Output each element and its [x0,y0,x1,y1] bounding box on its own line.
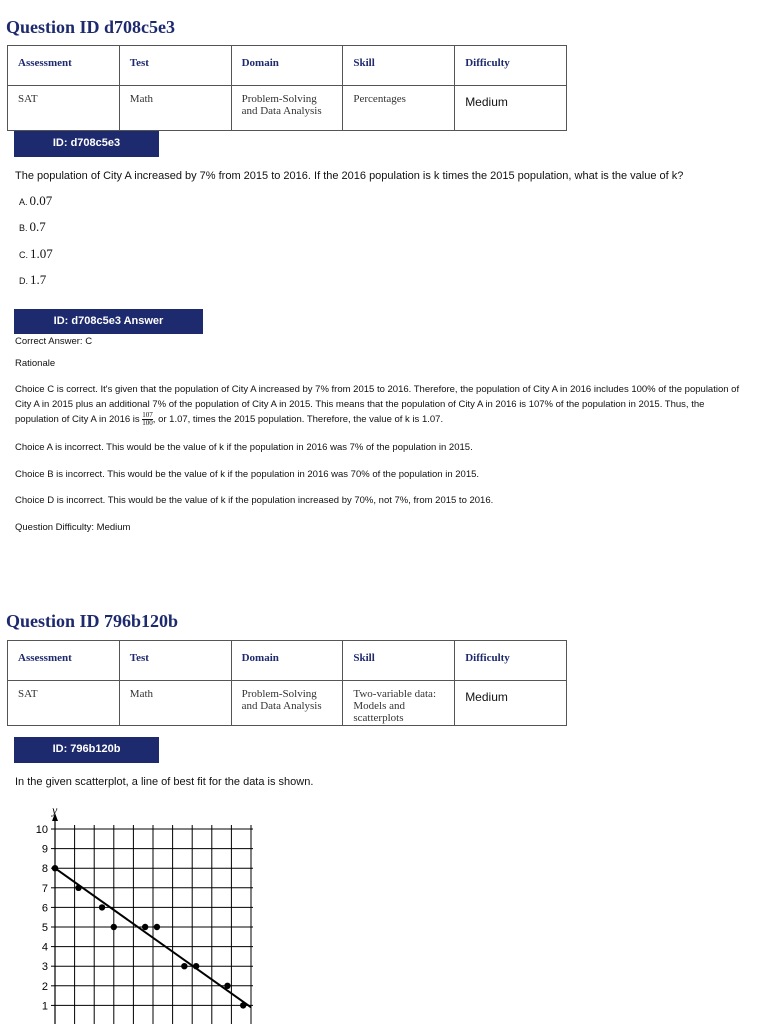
value-skill: Two-variable data: Models and scatterplots [343,681,455,726]
data-point [52,865,58,871]
header-difficulty: Difficulty [455,46,567,86]
header-difficulty: Difficulty [455,641,567,681]
header-assessment: Assessment [8,46,120,86]
rationale-text: Choice C is correct. It's given that the population of City A increased by 7% from 2015 to 2016. Therefore, the population of City A in 2016 includes 100% of the population of City A in 2015 plus an additional 7% of the population of City A in 2015. This means that the population of City A in 2016 is 107% of the population in 2015. Thus, the population of City A in 2016 is [15,384,740,426]
question-title: Question ID d708c5e3 [6,17,176,37]
value-difficulty: Medium [455,86,567,131]
scatterplot [20,800,280,1024]
question-difficulty: Question Difficulty: Medium [15,522,131,533]
data-point [224,983,230,989]
data-point [99,904,105,910]
y-tick-label: 8 [41,863,48,876]
fraction-numerator: 107 [142,411,153,419]
question-prompt: The population of City A increased by 7% from 2015 to 2016. If the 2016 population is k times the 2015 population, what is the value of k? [15,170,684,182]
header-test: Test [119,641,231,681]
y-tick-label: 1 [41,1000,48,1013]
y-tick-label: 10 [35,824,48,836]
value-assessment: SAT [8,681,120,726]
choice-letter: A. [19,197,28,207]
data-point [181,963,187,969]
choice-b [19,219,46,235]
rationale-choice-a: Choice A is incorrect. This would be the value of k if the population in 2016 was 7% of the population in 2015. [15,442,473,453]
rationale-label: Rationale [15,358,56,369]
answer-id-badge: ID: d708c5e3 Answer [14,309,203,334]
value-skill: Percentages [343,86,455,131]
choice-c [19,246,53,262]
y-tick-label: 7 [41,882,48,895]
choice-value: 0.07 [29,193,53,208]
y-tick-label: 3 [41,961,48,974]
value-test: Math [119,86,231,131]
choice-a [19,193,52,209]
question-meta-table [7,45,567,131]
header-skill: Skill [343,46,455,86]
y-tick-label: 6 [41,902,48,915]
choice-value: 1.07 [30,246,53,261]
data-point [193,963,199,969]
choice-d [19,272,46,288]
grid [55,825,253,1024]
rationale-choice-c [15,382,750,427]
value-domain: Problem-Solving and Data Analysis [231,681,343,726]
choice-letter: D. [19,276,28,286]
choice-letter: B. [19,223,28,233]
y-tick-label: 9 [41,843,48,856]
y-tick-labels [36,824,55,1012]
y-tick-label: 2 [41,980,48,993]
choice-letter: C. [19,250,28,260]
rationale-text-end: , or 1.07, times the 2015 population. Therefore, the value of k is 1.07. [152,414,444,426]
y-axis-label: y [52,803,58,817]
y-tick-label: 5 [41,922,48,934]
y-tick-label: 4 [41,941,48,954]
question-prompt: In the given scatterplot, a line of best fit for the data is shown. [15,776,314,788]
fraction-denominator: 100 [142,419,153,427]
data-points [52,865,247,1009]
data-point [154,924,160,930]
data-point [240,1002,246,1008]
correct-answer: Correct Answer: C [15,336,93,347]
question-title: Question ID 796b120b [6,611,179,631]
value-test: Math [119,681,231,726]
data-point [142,924,148,930]
question-id-badge: ID: 796b120b [14,737,159,763]
rationale-choice-d: Choice D is incorrect. This would be the value of k if the population increased by 70%, not 7%, from 2015 to 2016. [15,495,494,506]
header-skill: Skill [343,641,455,681]
header-test: Test [119,46,231,86]
header-assessment: Assessment [8,641,120,681]
rationale-choice-b: Choice B is incorrect. This would be the value of k if the population in 2016 was 70% of the population in 2015. [15,469,480,480]
choice-value: 0.7 [29,219,46,234]
axes [52,813,58,1024]
value-assessment: SAT [8,86,120,131]
data-point [111,924,117,930]
choice-value: 1.7 [30,272,47,287]
question-meta-table [7,640,567,726]
header-domain: Domain [231,46,343,86]
data-point [75,885,81,891]
value-difficulty: Medium [455,681,567,726]
value-domain: Problem-Solving and Data Analysis [231,86,343,131]
fraction [142,412,153,427]
question-id-badge: ID: d708c5e3 [14,131,159,157]
header-domain: Domain [231,641,343,681]
